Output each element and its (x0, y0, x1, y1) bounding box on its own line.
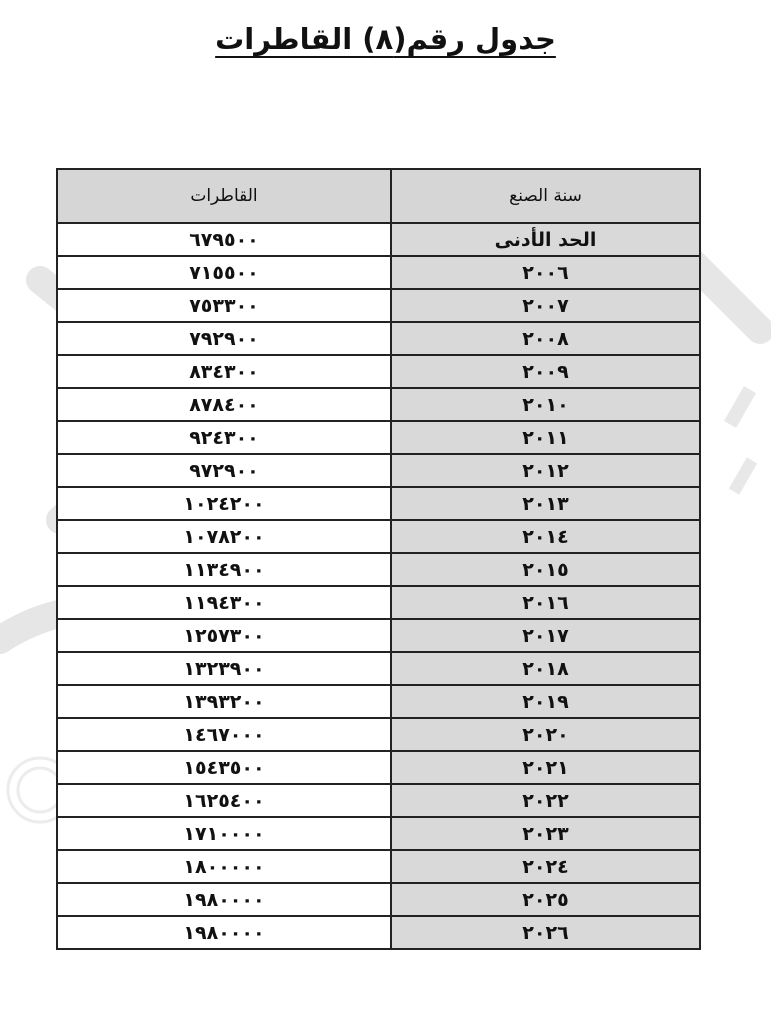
price-cell: ١٧١٠٠٠٠ (57, 817, 391, 850)
price-cell: ٨٧٨٤٠٠ (57, 388, 391, 421)
table-row (57, 388, 700, 421)
year-cell: ٢٠٢٤ (391, 850, 700, 883)
table-row (57, 487, 700, 520)
price-cell: ٧٥٣٣٠٠ (57, 289, 391, 322)
header-year: سنة الصنع (391, 169, 700, 223)
table-row (57, 784, 700, 817)
year-cell: ٢٠٠٦ (391, 256, 700, 289)
price-cell: ١٠٢٤٢٠٠ (57, 487, 391, 520)
table-row (57, 421, 700, 454)
table-body (57, 223, 700, 949)
table-row (57, 553, 700, 586)
year-cell: ٢٠٢٣ (391, 817, 700, 850)
table-row (57, 520, 700, 553)
table-row (57, 619, 700, 652)
year-cell: ٢٠١١ (391, 421, 700, 454)
year-cell: ٢٠١٨ (391, 652, 700, 685)
table-row (57, 454, 700, 487)
year-cell: ٢٠١٤ (391, 520, 700, 553)
year-cell: ٢٠٢٠ (391, 718, 700, 751)
year-cell: ٢٠١٥ (391, 553, 700, 586)
table-row (57, 817, 700, 850)
table-row (57, 850, 700, 883)
price-cell: ٨٣٤٣٠٠ (57, 355, 391, 388)
year-cell: ٢٠١٧ (391, 619, 700, 652)
year-cell: ٢٠١٣ (391, 487, 700, 520)
price-cell: ٩٢٤٣٠٠ (57, 421, 391, 454)
price-cell: ٧٩٢٩٠٠ (57, 322, 391, 355)
year-cell: ٢٠٠٧ (391, 289, 700, 322)
price-cell: ١٨٠٠٠٠٠ (57, 850, 391, 883)
price-cell: ١٠٧٨٢٠٠ (57, 520, 391, 553)
table-row (57, 883, 700, 916)
year-cell: ٢٠١٢ (391, 454, 700, 487)
price-cell: ١٥٤٣٥٠٠ (57, 751, 391, 784)
table-row (57, 685, 700, 718)
table-row (57, 256, 700, 289)
price-table (56, 168, 701, 950)
header-price: القاطرات (57, 169, 391, 223)
year-cell: ٢٠٢٢ (391, 784, 700, 817)
table-row (57, 586, 700, 619)
table-row (57, 916, 700, 949)
year-cell: ٢٠٢١ (391, 751, 700, 784)
year-cell: ٢٠٢٥ (391, 883, 700, 916)
table-header-row (57, 169, 700, 223)
table-row (57, 223, 700, 256)
page-title (0, 22, 771, 56)
year-cell: ٢٠٠٨ (391, 322, 700, 355)
year-cell: ٢٠١٦ (391, 586, 700, 619)
table-row (57, 355, 700, 388)
price-cell: ١٢٥٧٣٠٠ (57, 619, 391, 652)
table-row (57, 751, 700, 784)
year-cell: الحد الأدنى (391, 223, 700, 256)
year-cell: ٢٠١٩ (391, 685, 700, 718)
year-cell: ٢٠٠٩ (391, 355, 700, 388)
price-cell: ١١٩٤٣٠٠ (57, 586, 391, 619)
table-row (57, 652, 700, 685)
price-cell: ١٦٢٥٤٠٠ (57, 784, 391, 817)
price-cell: ١٣٩٣٢٠٠ (57, 685, 391, 718)
price-cell: ١٩٨٠٠٠٠ (57, 916, 391, 949)
price-cell: ١٣٢٣٩٠٠ (57, 652, 391, 685)
price-cell: ٧١٥٥٠٠ (57, 256, 391, 289)
table-row (57, 289, 700, 322)
table-row (57, 322, 700, 355)
price-cell: ٦٧٩٥٠٠ (57, 223, 391, 256)
price-cell: ١٩٨٠٠٠٠ (57, 883, 391, 916)
page-title-text: جدول رقم(٨) القاطرات (215, 22, 556, 56)
year-cell: ٢٠٢٦ (391, 916, 700, 949)
table-row (57, 718, 700, 751)
price-cell: ٩٧٢٩٠٠ (57, 454, 391, 487)
price-cell: ١١٣٤٩٠٠ (57, 553, 391, 586)
price-cell: ١٤٦٧٠٠٠ (57, 718, 391, 751)
year-cell: ٢٠١٠ (391, 388, 700, 421)
